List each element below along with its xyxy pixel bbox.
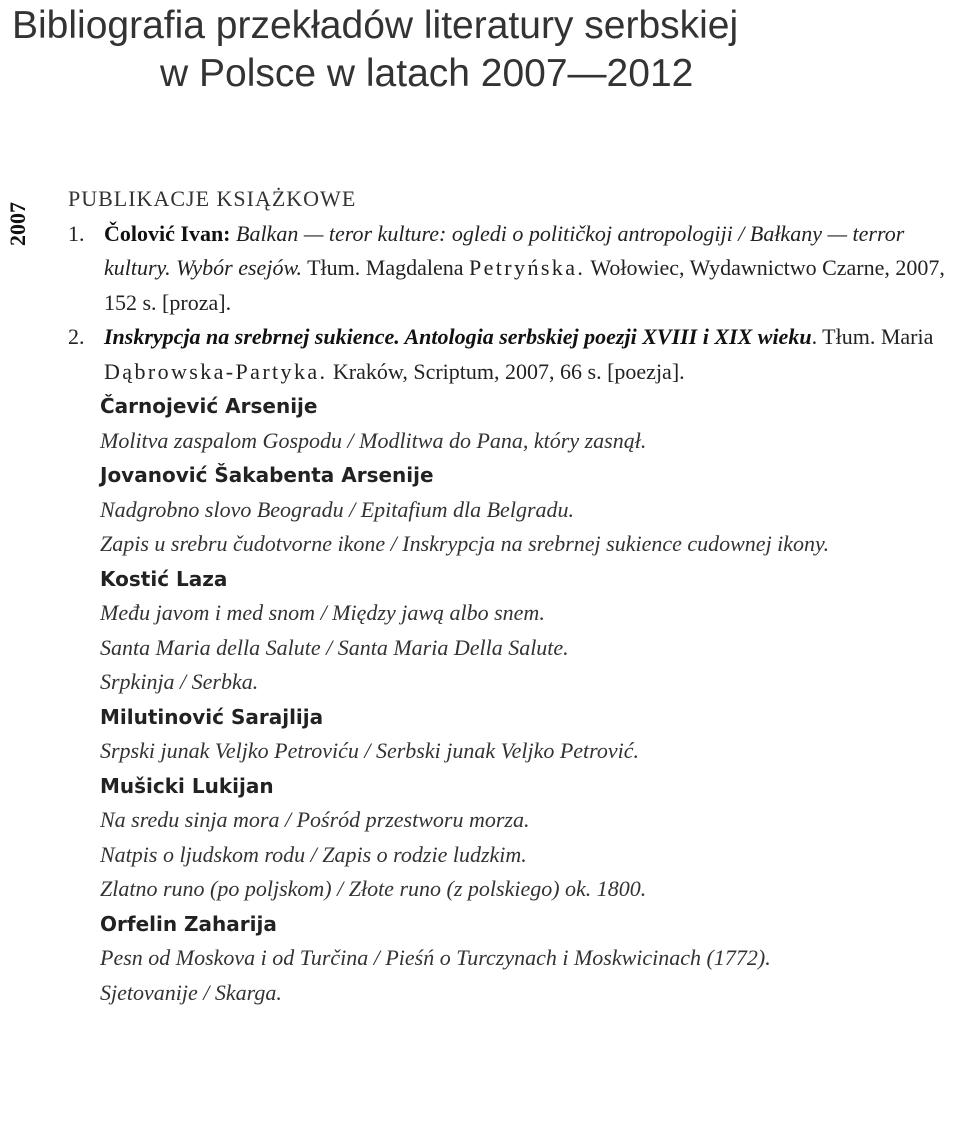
book-title: Inskrypcja na srebrnej sukience. Antologia serbskiej poezji XVIII i XIX wieku (104, 324, 812, 349)
poet-name: Orfelin Zaharija (100, 911, 277, 936)
bibliography-content (68, 182, 952, 1010)
poem-title: Srpski junak Veljko Petroviću / Serbski junak Veljko Petrović. (100, 738, 640, 763)
page-title (12, 2, 952, 98)
page-title-line-2: w Polsce w latach 2007—2012 (160, 52, 694, 95)
book-author: Čolović Ivan: (104, 220, 231, 246)
book-number: 2. (68, 324, 85, 349)
poet-name: Milutinović Sarajlija (100, 704, 324, 729)
section-heading: PUBLIKACJE KSIĄŻKOWE (68, 186, 357, 211)
poem-title: Nadgrobno slovo Beogradu / Epitafium dla Belgradu. (100, 496, 574, 522)
book-translator-prefix: Tłum. Maria (822, 324, 934, 349)
book-translator-prefix: Tłum. Magdalena (307, 255, 464, 280)
poem-title: Zlatno runo (po poljskom) / Złote runo (z polskiego) ok. 1800. (100, 876, 647, 901)
anthology-contents (68, 389, 952, 1010)
poet-name: Kostić Laza (100, 566, 228, 591)
side-year-tab (0, 188, 38, 260)
poet-name: Mušicki Lukijan (100, 773, 274, 798)
poem-title: Sjetovanije / Skarga. (100, 979, 282, 1005)
poet-name: Čarnojević Arsenije (100, 394, 318, 418)
poem-title: Zapis u srebru čudotvorne ikone / Inskrypcja na srebrnej sukience cudownej ikony. (100, 531, 830, 556)
poem-title: Molitva zaspalom Gospodu / Modlitwa do Pana, który zasnął. (100, 427, 647, 453)
book-title: Balkan — teror kulture: ogledi o političkoj antropologiji / Bałkany — terror kultury. Wybór esejów. (104, 220, 905, 280)
book-number: 1. (68, 220, 85, 246)
poem-title: Santa Maria della Salute / Santa Maria Della Salute. (100, 634, 569, 660)
poem-title: Pesn od Moskova i od Turčina / Pieśń o Turczynach i Moskwicinach (1772). (100, 945, 771, 970)
book-entry (68, 217, 952, 321)
book-entry (68, 320, 952, 389)
poem-title: Među javom i med snom / Między jawą albo snem. (100, 600, 545, 625)
poet-name: Jovanović Šakabenta Arsenije (100, 463, 434, 487)
side-year-label: 2007 (5, 202, 30, 246)
poem-title: Srpkinja / Serbka. (100, 669, 259, 694)
book-translator-name: Dąbrowska-Partyka. (104, 358, 328, 384)
book-title-end: . (811, 324, 818, 349)
poem-title: Na sredu sinja mora / Pośród przestworu morza. (100, 807, 530, 832)
book-imprint: Wołowiec, Wydawnictwo Czarne, 2007, 152 s. [proza]. (104, 255, 945, 315)
poem-title: Natpis o ljudskom rodu / Zapis o rodzie ludzkim. (100, 841, 527, 867)
book-imprint: Kraków, Scriptum, 2007, 66 s. [poezja]. (332, 358, 685, 384)
page-title-line-1: Bibliografia przekładów literatury serbskiej (12, 4, 739, 47)
book-translator-name: Petryńska. (469, 255, 586, 280)
